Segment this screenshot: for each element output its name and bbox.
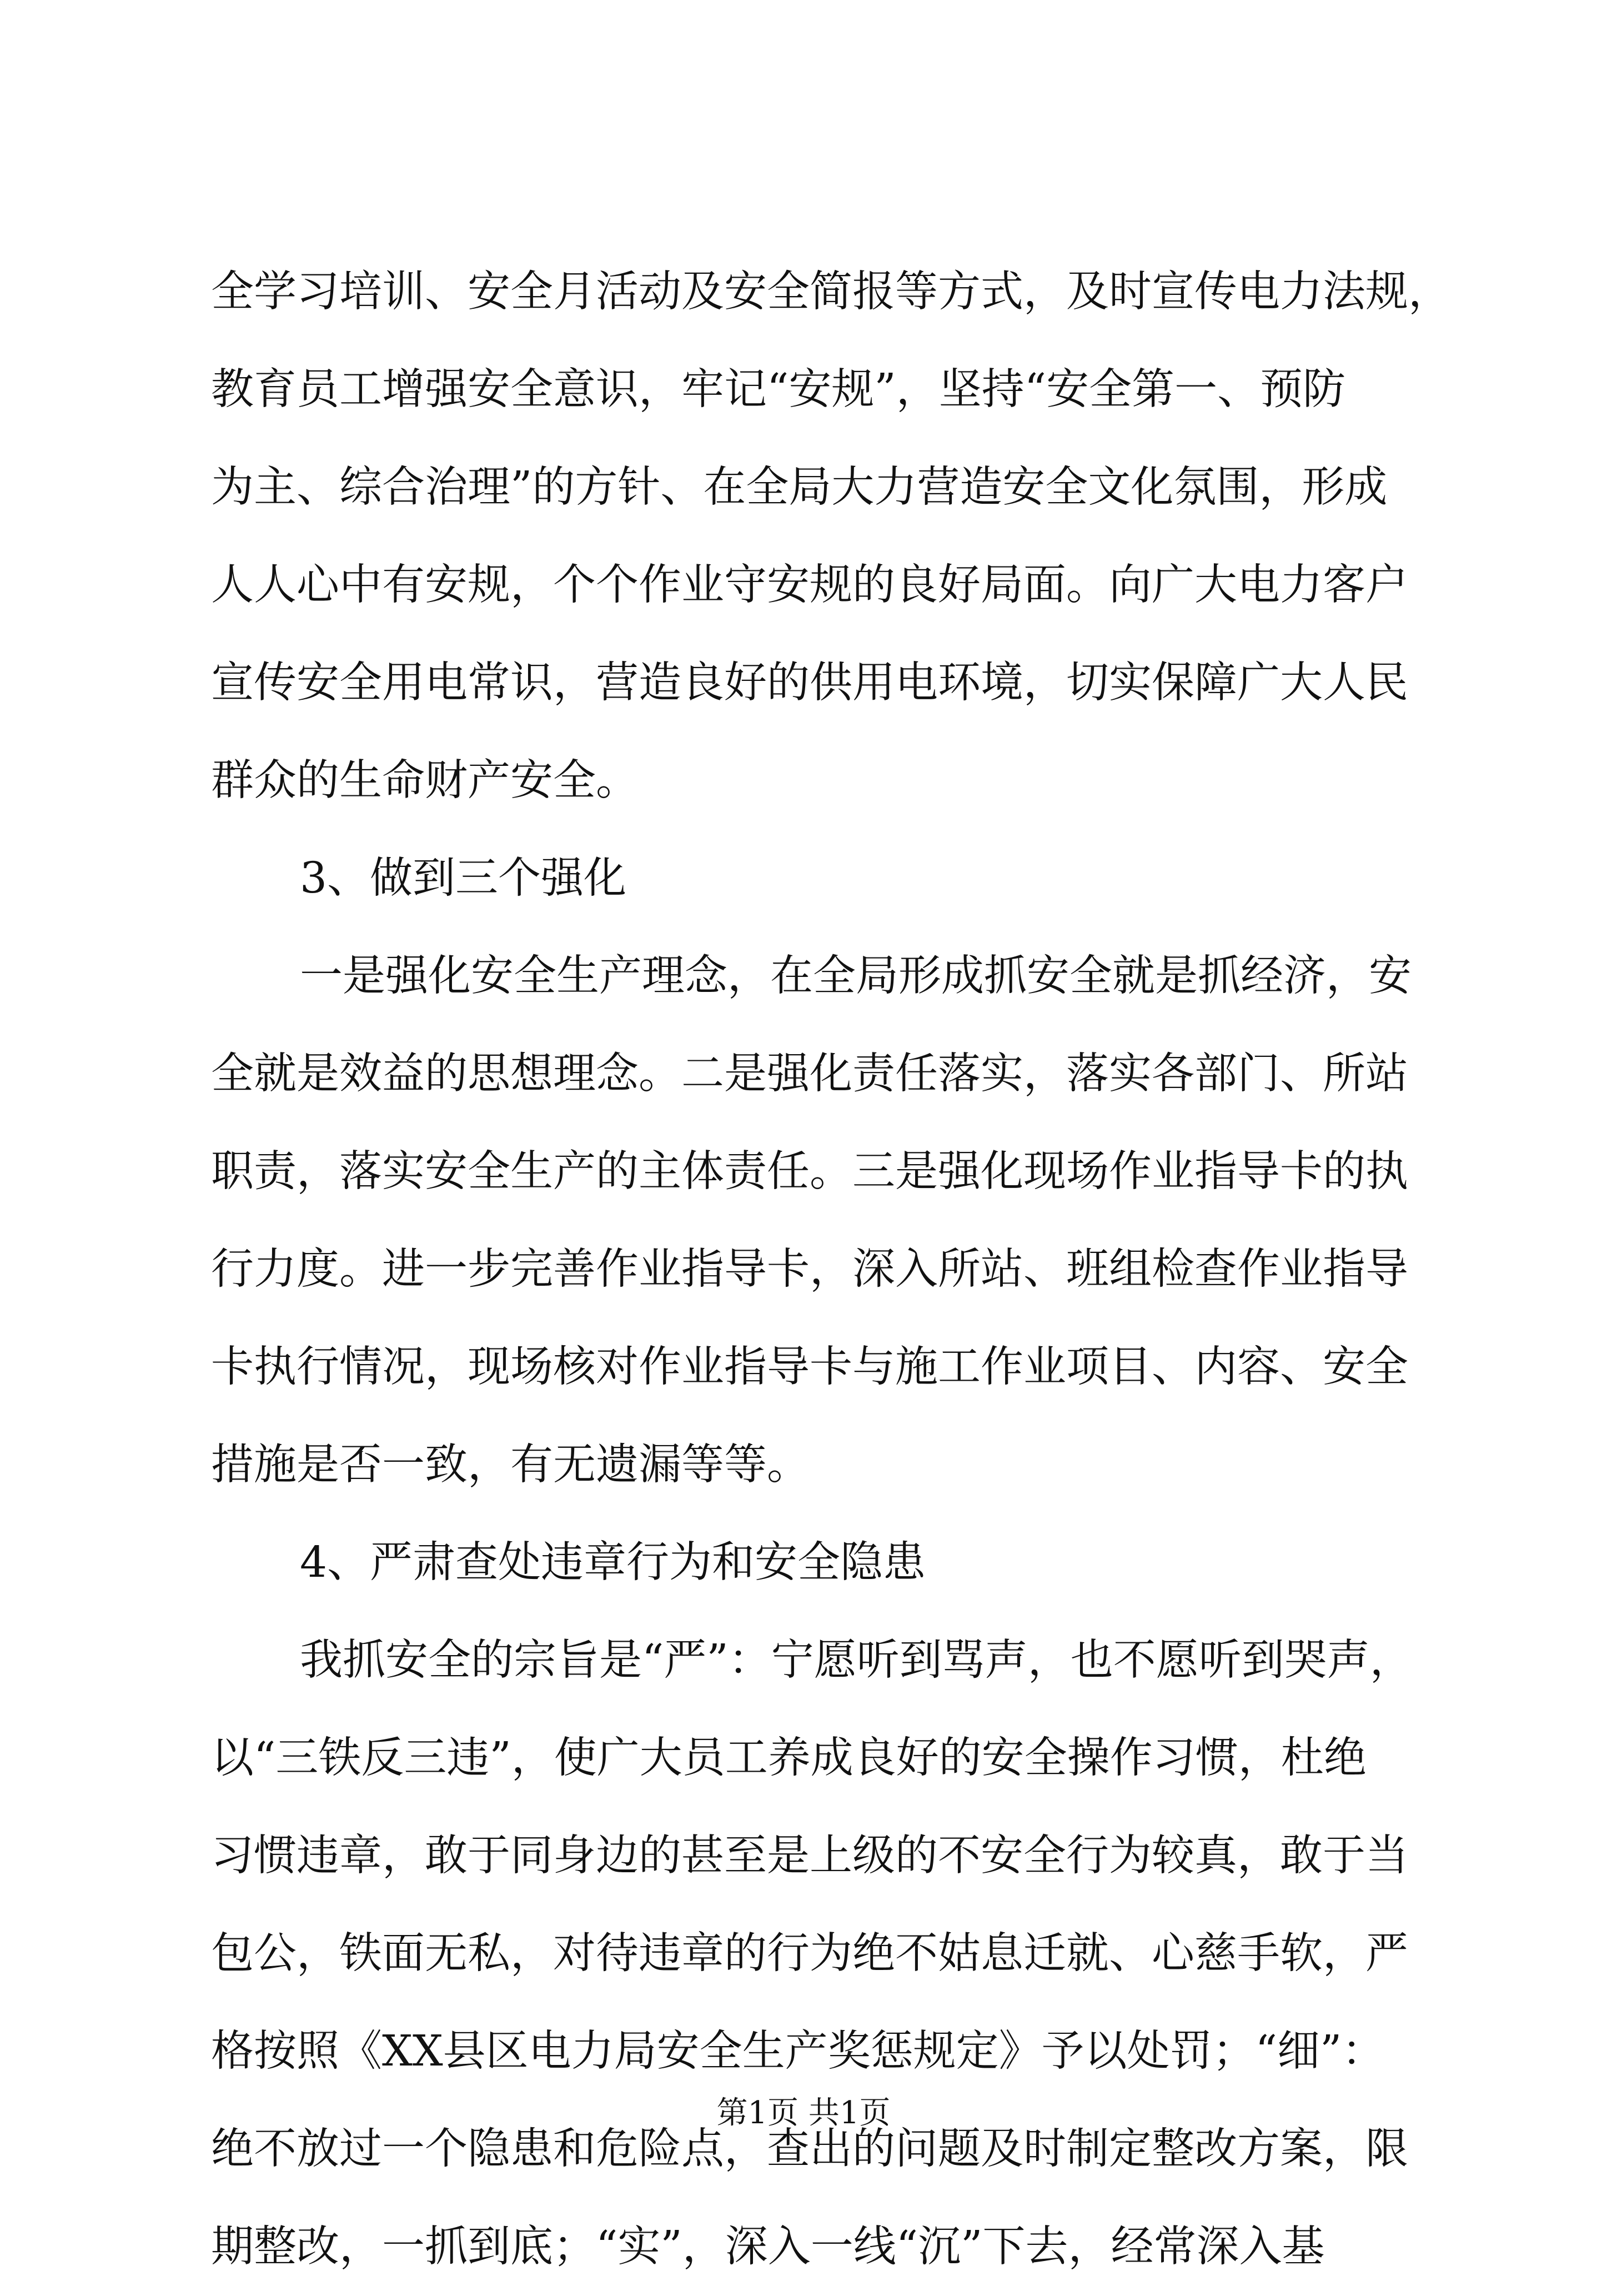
section-heading: 3、做到三个强化	[300, 854, 626, 903]
text-line: 绝不放过一个隐患和危险点，查出的问题及时制定整改方案，限	[211, 2124, 1408, 2174]
text-line: 期整改，一抓到底；“实”，深入一线“沉”下去，经常深入基	[211, 2222, 1325, 2272]
text-line: 一是强化安全生产理念，在全局形成抓安全就是抓经济，安	[300, 951, 1412, 1001]
text-line: 宣传安全用电常识，营造良好的供用电环境，切实保障广大人民	[211, 658, 1408, 708]
body-text	[211, 243, 1451, 2296]
text-line: 全就是效益的思想理念。二是强化责任落实，落实各部门、所站	[211, 1049, 1408, 1099]
text-line: 措施是否一致，有无遗漏等等。	[211, 1440, 810, 1490]
text-line: 教育员工增强安全意识，牢记“安规”，坚持“安全第一、预防	[211, 365, 1346, 414]
page-footer: 第1页 共1页	[716, 2095, 891, 2131]
text-line: 格按照《XX县区电力局安全生产奖惩规定》予以处罚；“细”：	[211, 2027, 1385, 2076]
text-line: 行力度。进一步完善作业指导卡，深入所站、班组检查作业指导	[211, 1245, 1408, 1294]
text-line: 群众的生命财产安全。	[211, 756, 639, 805]
text-line: 职责，落实安全生产的主体责任。三是强化现场作业指导卡的执	[211, 1147, 1408, 1196]
text-line: 为主、综合治理”的方针、在全局大力营造安全文化氛围，形成	[211, 463, 1388, 512]
section-heading: 4、严肃查处违章行为和安全隐患	[300, 1538, 926, 1587]
text-line: 卡执行情况，现场核对作业指导卡与施工作业项目、内容、安全	[211, 1342, 1408, 1392]
text-line: 我抓安全的宗旨是“严”：宁愿听到骂声，也不愿听到哭声，	[300, 1636, 1413, 1685]
text-line: 习惯违章，敢于同身边的甚至是上级的不安全行为较真，敢于当	[211, 1831, 1408, 1881]
text-line: 人人心中有安规，个个作业守安规的良好局面。向广大电力客户	[211, 560, 1408, 610]
text-line: 包公，铁面无私，对待违章的行为绝不姑息迁就、心慈手软，严	[211, 1929, 1408, 1978]
text-line: 以“三铁反三违”，使广大员工养成良好的安全操作习惯，杜绝	[211, 1733, 1367, 1783]
text-line: 全学习培训、安全月活动及安全简报等方式，及时宣传电力法规，	[211, 267, 1451, 317]
